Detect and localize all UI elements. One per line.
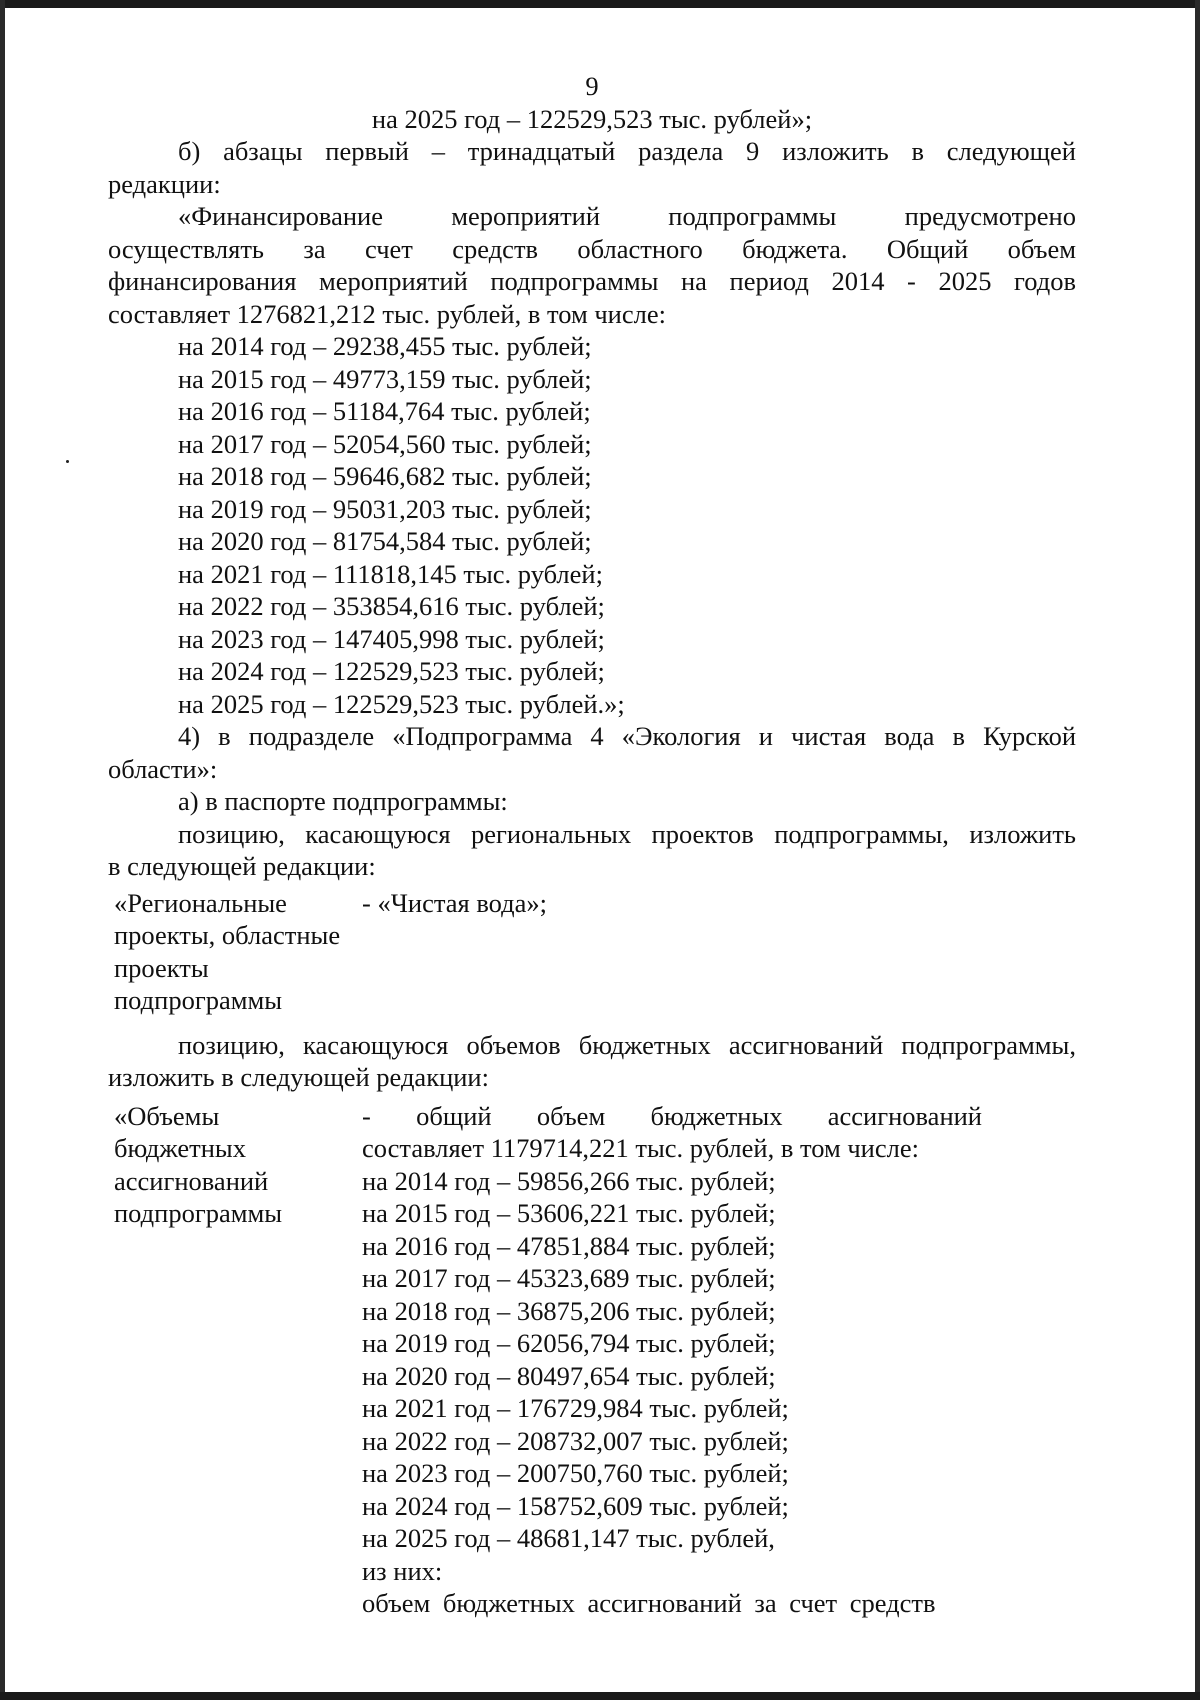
- financing-year-item: на 2017 год – 52054,560 тыс. рублей;: [178, 428, 592, 459]
- position-2-year-item: на 2017 год – 45323,689 тыс. рублей;: [362, 1263, 776, 1293]
- position-1-intro-line-1: позицию, касающуюся региональных проектов подпрограммы, изложить: [178, 818, 1076, 849]
- financing-line-1: «Финансирование мероприятий подпрограммы предусмотрено: [178, 201, 1076, 231]
- scan-speck: [66, 460, 69, 463]
- position-2-year-item: на 2018 год – 36875,206 тыс. рублей;: [362, 1295, 776, 1326]
- position-2-year-item: на 2020 год – 80497,654 тыс. рублей;: [362, 1360, 776, 1391]
- financing-line-2: осуществлять за счет средств областного бюджета. Общий объем: [108, 233, 1076, 264]
- position-1-label-line: подпрограммы: [114, 985, 283, 1015]
- financing-years-list: [108, 330, 1076, 720]
- financing-year-item: на 2022 год – 353854,616 тыс. рублей;: [178, 591, 605, 621]
- financing-year-item: на 2023 год – 147405,998 тыс. рублей;: [178, 623, 605, 654]
- value-word: объем: [536, 1100, 606, 1131]
- position-2-label-line: подпрограммы: [114, 1198, 283, 1228]
- financing-year-item: на 2024 год – 122529,523 тыс. рублей;: [178, 656, 605, 686]
- item-4-line-2: области»:: [108, 753, 218, 784]
- paragraph-b-line-2: редакции:: [108, 168, 221, 199]
- financing-year-item: на 2019 год – 95031,203 тыс. рублей;: [178, 493, 592, 524]
- page-number: 9: [585, 71, 599, 101]
- position-1-value-line: - «Чистая вода»;: [362, 887, 548, 918]
- position-2-value-line-2: составляет 1179714,221 тыс. рублей, в том числе:: [362, 1133, 919, 1163]
- position-2-of-them: из них:: [362, 1555, 443, 1586]
- position-2-value: [362, 1100, 982, 1620]
- position-1-label: [108, 887, 362, 1017]
- financing-year-item: на 2025 год – 122529,523 тыс. рублей.»;: [178, 688, 625, 719]
- position-1-intro-line-2: в следующей редакции:: [108, 851, 376, 881]
- position-2-intro-line-2: изложить в следующей редакции:: [108, 1062, 489, 1092]
- position-2-year-item: на 2014 год – 59856,266 тыс. рублей;: [362, 1165, 776, 1196]
- item-4-paragraph: [108, 720, 1076, 785]
- position-2-year-item: на 2023 год – 200750,760 тыс. рублей;: [362, 1458, 789, 1488]
- paragraph-b: [108, 135, 1076, 200]
- position-2-year-item: на 2016 год – 47851,884 тыс. рублей;: [362, 1230, 776, 1261]
- position-2-year-item: на 2015 год – 53606,221 тыс. рублей;: [362, 1198, 776, 1228]
- financing-paragraph: [108, 200, 1076, 330]
- position-2-intro: [108, 1029, 1076, 1094]
- position-1-label-line: «Региональные: [114, 887, 287, 918]
- scan-border-top: [0, 0, 1200, 8]
- position-2-year-item: на 2024 год – 158752,609 тыс. рублей;: [362, 1490, 789, 1521]
- position-2-table: [108, 1100, 1076, 1620]
- header-line: на 2025 год – 122529,523 тыс. рублей»;: [371, 103, 813, 134]
- position-2-label-line: ассигнований: [114, 1165, 269, 1196]
- value-word: общий: [416, 1100, 492, 1131]
- scan-border-bottom: [0, 1692, 1200, 1700]
- financing-year-item: на 2021 год – 111818,145 тыс. рублей;: [178, 558, 603, 589]
- position-2-label: [108, 1100, 362, 1230]
- position-2-year-item: на 2021 год – 176729,984 тыс. рублей;: [362, 1393, 789, 1423]
- document-page: [108, 70, 1076, 1620]
- position-2-value-line-1: [362, 1100, 982, 1133]
- position-2-label-line: «Объемы: [114, 1100, 220, 1131]
- item-a-line: а) в паспорте подпрограммы:: [178, 786, 508, 816]
- scan-border-right: [1195, 0, 1200, 1700]
- position-2-year-item: на 2022 год – 208732,007 тыс. рублей;: [362, 1425, 789, 1456]
- position-2-year-item: на 2025 год – 48681,147 тыс. рублей,: [362, 1523, 775, 1553]
- financing-year-item: на 2015 год – 49773,159 тыс. рублей;: [178, 363, 592, 394]
- position-1-table: [108, 887, 1076, 1017]
- position-2-last-line: объем бюджетных ассигнований за счет средств: [362, 1588, 936, 1618]
- financing-year-item: на 2018 год – 59646,682 тыс. рублей;: [178, 461, 592, 491]
- position-1-label-line: проекты, областные: [114, 920, 341, 950]
- financing-line-4: составляет 1276821,212 тыс. рублей, в том числе:: [108, 298, 666, 329]
- value-word: -: [362, 1100, 371, 1131]
- financing-line-3: финансирования мероприятий подпрограммы на период 2014 - 2025 годов: [108, 266, 1076, 296]
- scan-border-left: [0, 0, 5, 1700]
- financing-year-item: на 2014 год – 29238,455 тыс. рублей;: [178, 331, 592, 361]
- position-2-year-item: на 2019 год – 62056,794 тыс. рублей;: [362, 1328, 776, 1358]
- item-4-line-1: 4) в подразделе «Подпрограмма 4 «Экология и чистая вода в Курской: [178, 721, 1076, 751]
- position-1-intro: [108, 818, 1076, 883]
- paragraph-b-line-1: б) абзацы первый – тринадцатый раздела 9 изложить в следующей: [178, 136, 1076, 166]
- financing-year-item: на 2016 год – 51184,764 тыс. рублей;: [178, 396, 591, 426]
- position-1-value: [362, 887, 1076, 920]
- value-word: ассигнований: [827, 1100, 982, 1131]
- value-word: бюджетных: [650, 1100, 783, 1131]
- financing-year-item: на 2020 год – 81754,584 тыс. рублей;: [178, 526, 592, 556]
- position-2-intro-line-1: позицию, касающуюся объемов бюджетных ассигнований подпрограммы,: [178, 1029, 1076, 1060]
- position-2-label-line: бюджетных: [114, 1133, 246, 1163]
- position-1-label-line: проекты: [114, 952, 209, 983]
